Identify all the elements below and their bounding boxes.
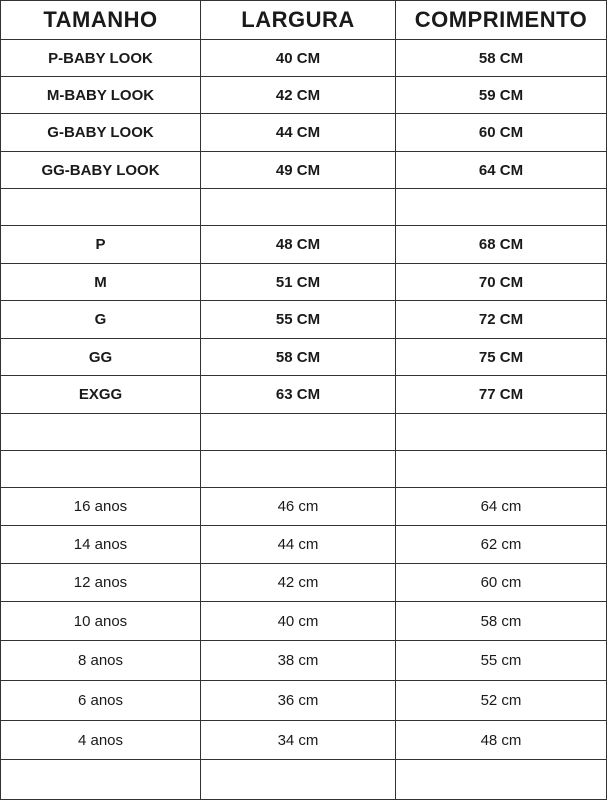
table-row — [1, 226, 607, 264]
table-row — [1, 77, 607, 114]
length-cell: 58 cm — [396, 602, 607, 641]
width-cell: 44 CM — [201, 114, 396, 152]
table-row — [1, 414, 607, 451]
length-cell — [396, 760, 607, 800]
length-cell: 70 CM — [396, 264, 607, 301]
length-cell: 60 CM — [396, 114, 607, 152]
size-cell: G — [1, 301, 201, 339]
width-cell — [201, 451, 396, 488]
size-cell: 16 anos — [1, 488, 201, 526]
size-cell: M — [1, 264, 201, 301]
size-cell: 10 anos — [1, 602, 201, 641]
width-cell: 44 cm — [201, 526, 396, 564]
width-cell: 46 cm — [201, 488, 396, 526]
size-cell: 6 anos — [1, 681, 201, 721]
table-row — [1, 152, 607, 189]
size-cell: EXGG — [1, 376, 201, 414]
length-cell — [396, 451, 607, 488]
width-cell: 40 CM — [201, 40, 396, 77]
length-cell: 52 cm — [396, 681, 607, 721]
width-cell — [201, 760, 396, 800]
size-cell — [1, 189, 201, 226]
table-row — [1, 264, 607, 301]
table-row — [1, 641, 607, 681]
width-cell: 58 CM — [201, 339, 396, 376]
table-row — [1, 488, 607, 526]
length-cell: 77 CM — [396, 376, 607, 414]
size-cell: P-BABY LOOK — [1, 40, 201, 77]
table-row — [1, 189, 607, 226]
length-cell: 59 CM — [396, 77, 607, 114]
table-row — [1, 760, 607, 800]
length-cell: 72 CM — [396, 301, 607, 339]
size-cell: GG — [1, 339, 201, 376]
length-cell — [396, 189, 607, 226]
length-cell: 75 CM — [396, 339, 607, 376]
width-cell: 55 CM — [201, 301, 396, 339]
size-cell — [1, 451, 201, 488]
size-cell: 8 anos — [1, 641, 201, 681]
length-cell: 64 cm — [396, 488, 607, 526]
width-cell — [201, 414, 396, 451]
width-cell: 40 cm — [201, 602, 396, 641]
table-body — [1, 40, 607, 800]
table-row — [1, 564, 607, 602]
length-cell: 60 cm — [396, 564, 607, 602]
length-cell: 58 CM — [396, 40, 607, 77]
length-cell: 68 CM — [396, 226, 607, 264]
size-cell: P — [1, 226, 201, 264]
width-cell — [201, 189, 396, 226]
table-row — [1, 721, 607, 760]
width-cell: 49 CM — [201, 152, 396, 189]
length-cell: 48 cm — [396, 721, 607, 760]
length-cell: 64 CM — [396, 152, 607, 189]
size-cell: M-BABY LOOK — [1, 77, 201, 114]
size-cell: 12 anos — [1, 564, 201, 602]
width-cell: 34 cm — [201, 721, 396, 760]
header-row — [1, 1, 607, 40]
table-row — [1, 681, 607, 721]
table-row — [1, 339, 607, 376]
size-cell: G-BABY LOOK — [1, 114, 201, 152]
header-tamanho: TAMANHO — [1, 1, 201, 40]
size-cell — [1, 760, 201, 800]
table-row — [1, 40, 607, 77]
table-row — [1, 526, 607, 564]
width-cell: 51 CM — [201, 264, 396, 301]
width-cell: 63 CM — [201, 376, 396, 414]
table-row — [1, 602, 607, 641]
width-cell: 36 cm — [201, 681, 396, 721]
width-cell: 42 CM — [201, 77, 396, 114]
size-cell: GG-BABY LOOK — [1, 152, 201, 189]
table-row — [1, 451, 607, 488]
size-cell: 4 anos — [1, 721, 201, 760]
length-cell: 62 cm — [396, 526, 607, 564]
size-cell: 14 anos — [1, 526, 201, 564]
width-cell: 48 CM — [201, 226, 396, 264]
size-cell — [1, 414, 201, 451]
header-largura: LARGURA — [201, 1, 396, 40]
header-comprimento: COMPRIMENTO — [396, 1, 607, 40]
table-row — [1, 376, 607, 414]
table-row — [1, 301, 607, 339]
width-cell: 38 cm — [201, 641, 396, 681]
length-cell — [396, 414, 607, 451]
width-cell: 42 cm — [201, 564, 396, 602]
length-cell: 55 cm — [396, 641, 607, 681]
table-row — [1, 114, 607, 152]
